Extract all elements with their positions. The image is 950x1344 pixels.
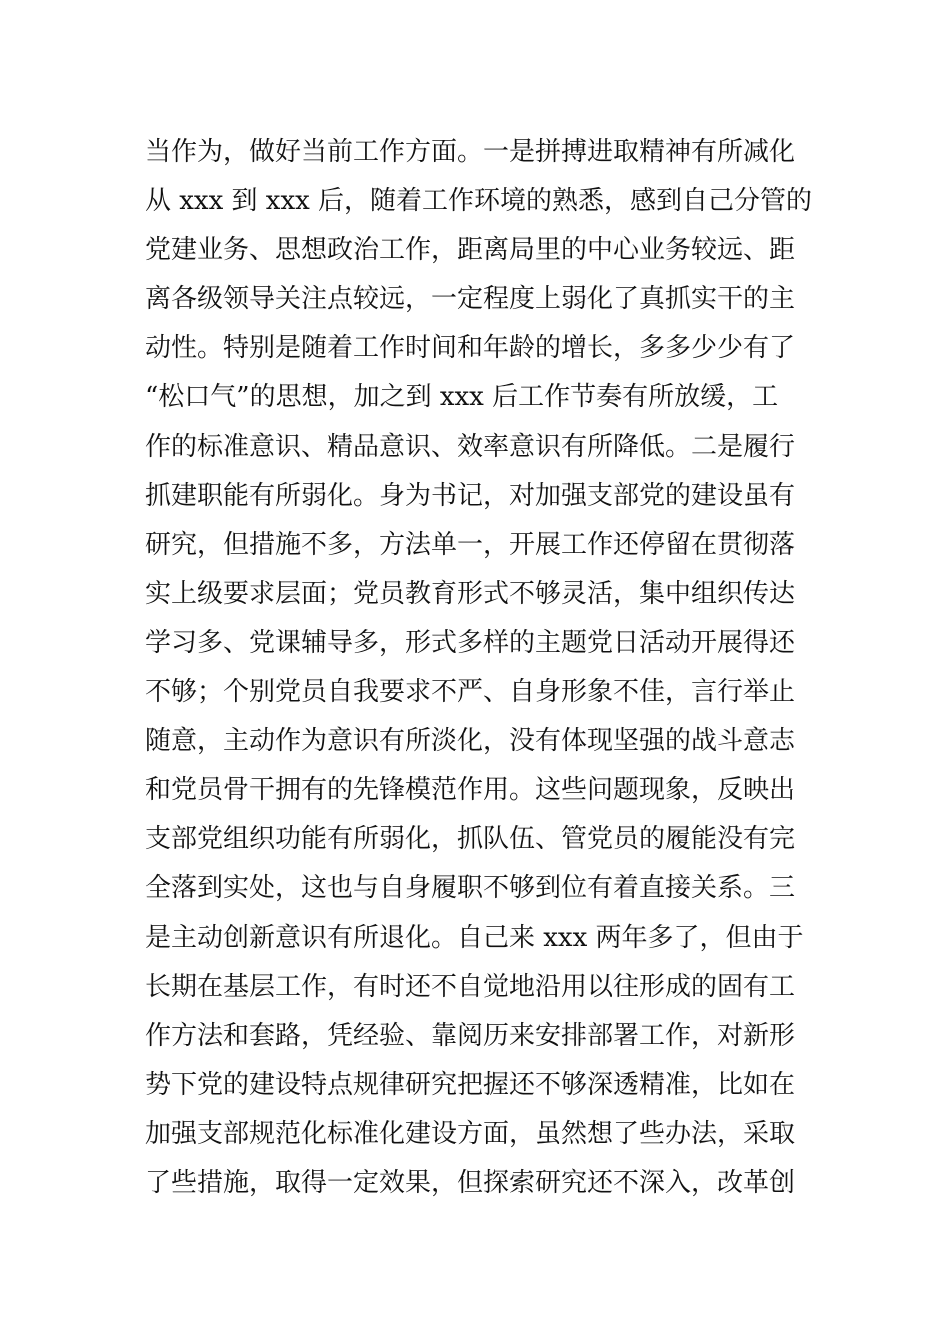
- text-line-3: 党建业务、思想政治工作，距离局里的中心业务较远、距: [145, 235, 796, 266]
- text-line-8: 抓建职能有所弱化。身为书记，对加强支部党的建设虽有: [145, 480, 796, 511]
- text-line-4: 离各级领导关注点较远，一定程度上弱化了真抓实干的主: [145, 284, 796, 315]
- text-line-7: 作的标准意识、精品意识、效率意识有所降低。二是履行: [145, 431, 796, 462]
- text-line-21: 加强支部规范化标准化建设方面，虽然想了些办法，采取: [145, 1118, 796, 1149]
- text-line-6: “松口气”的思想，加之到 xxx 后工作节奏有所放缓，工: [145, 382, 779, 413]
- text-line-20: 势下党的建设特点规律研究把握还不够深透精准，比如在: [145, 1069, 796, 1100]
- text-line-13: 随意，主动作为意识有所淡化，没有体现坚强的战斗意志: [145, 726, 796, 757]
- text-line-10: 实上级要求层面；党员教育形式不够灵活，集中组织传达: [145, 578, 796, 609]
- text-line-22: 了些措施，取得一定效果，但探索研究还不深入，改革创: [145, 1167, 796, 1198]
- text-line-5: 动性。特别是随着工作时间和年龄的增长，多多少少有了: [145, 333, 796, 364]
- text-line-11: 学习多、党课辅导多，形式多样的主题党日活动开展得还: [145, 627, 796, 658]
- text-line-9: 研究，但措施不多，方法单一，开展工作还停留在贯彻落: [145, 529, 796, 560]
- text-line-14: 和党员骨干拥有的先锋模范作用。这些问题现象，反映出: [145, 775, 796, 806]
- text-line-18: 长期在基层工作，有时还不自觉地沿用以往形成的固有工: [145, 971, 796, 1002]
- text-line-19: 作方法和套路，凭经验、靠阅历来安排部署工作，对新形: [145, 1020, 796, 1051]
- text-line-15: 支部党组织功能有所弱化，抓队伍、管党员的履能没有完: [145, 824, 796, 855]
- text-line-1: 当作为，做好当前工作方面。一是拼搏进取精神有所减化: [145, 137, 796, 167]
- text-line-2: 从 xxx 到 xxx 后，随着工作环境的熟悉，感到自己分管的: [145, 186, 813, 217]
- text-line-12: 不够；个别党员自我要求不严、自身形象不佳，言行举止: [145, 677, 796, 708]
- text-line-17: 是主动创新意识有所退化。自己来 xxx 两年多了，但由于: [145, 922, 804, 953]
- text-line-16: 全落到实处，这也与自身履职不够到位有着直接关系。三: [145, 873, 796, 904]
- body-text: [145, 128, 815, 1208]
